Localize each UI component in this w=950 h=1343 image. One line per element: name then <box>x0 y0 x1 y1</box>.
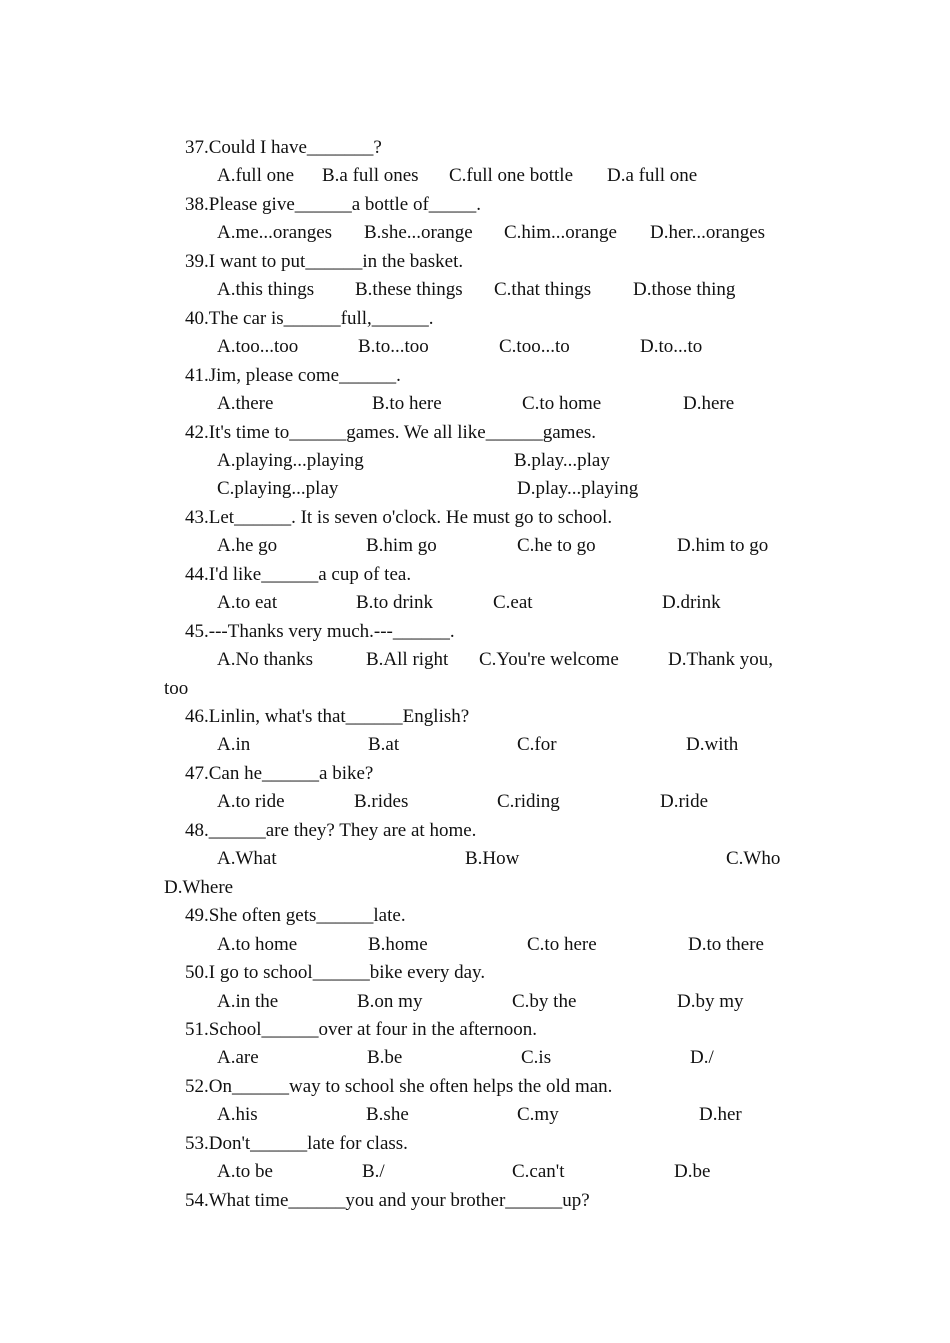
answer-option: B.to drink <box>356 592 434 614</box>
answer-option: A.to eat <box>217 592 278 614</box>
answer-option: D.by my <box>677 990 744 1012</box>
answer-option: B.him go <box>366 535 437 557</box>
answer-option: B.on my <box>357 990 423 1012</box>
answer-option: D.ride <box>660 791 709 813</box>
answer-option: A.his <box>217 1104 258 1126</box>
answer-option: D.her...oranges <box>650 222 766 244</box>
answer-option: C.can't <box>512 1161 565 1183</box>
answer-option: D.to...to <box>640 336 703 358</box>
answer-option: B.to here <box>372 393 442 415</box>
answer-option: C.is <box>521 1047 552 1069</box>
answer-option: A.to home <box>217 933 298 955</box>
question-stem: 49.She often gets______late. <box>185 905 406 927</box>
answer-option: C.him...orange <box>504 222 617 244</box>
answer-option: C.You're welcome <box>479 649 619 671</box>
answer-option: B.How <box>465 848 520 870</box>
answer-option: C.by the <box>512 990 577 1012</box>
answer-option: D.her <box>699 1104 742 1126</box>
answer-option: C.to home <box>522 393 602 415</box>
question-stem: 51.School______over at four in the afternoon. <box>185 1018 537 1040</box>
answer-option: B.home <box>368 933 428 955</box>
answer-option: D.to there <box>688 933 764 955</box>
answer-option: C.that things <box>494 279 592 301</box>
answer-option: D.a full one <box>607 165 698 187</box>
answer-option: A.there <box>217 393 274 415</box>
answer-option: C.to here <box>527 933 597 955</box>
question-stem: 44.I'd like______a cup of tea. <box>185 563 412 585</box>
question-stem: 41.Jim, please come______. <box>185 364 401 386</box>
answer-option: B.these things <box>355 279 463 301</box>
question-stem: 46.Linlin, what's that______English? <box>185 706 470 727</box>
question-stem: 48.______are they? They are at home. <box>185 819 477 841</box>
answer-option: A.to be <box>217 1161 273 1183</box>
answer-option: C.he to go <box>517 535 596 557</box>
question-stem: 54.What time______you and your brother______up? <box>185 1189 590 1211</box>
question-stem: 40.The car is______full,______. <box>185 307 434 329</box>
answer-option: B.she <box>366 1104 409 1126</box>
answer-option: B.she...orange <box>364 222 473 244</box>
question-stem: 43.Let______. It is seven o'clock. He must go to school. <box>185 506 613 528</box>
answer-option: D.with <box>686 734 739 756</box>
question-stem: 42.It's time to______games. We all like______games. <box>185 421 597 443</box>
answer-option: A.full one <box>217 165 295 187</box>
answer-option: A.he go <box>217 535 278 557</box>
question-stem: 52.On______way to school she often helps the old man. <box>185 1075 613 1097</box>
answer-option: C.too...to <box>499 336 570 358</box>
answer-option: A.this things <box>217 279 315 301</box>
answer-option: B.a full ones <box>322 165 419 187</box>
answer-option: A.in the <box>217 990 279 1012</box>
answer-option: D.here <box>683 393 735 415</box>
answer-option: A.too...too <box>217 336 299 358</box>
answer-option: D.be <box>674 1161 711 1183</box>
answer-option: A.playing...playing <box>217 449 364 471</box>
answer-option: A.to ride <box>217 791 285 813</box>
answer-option: D./ <box>690 1047 714 1069</box>
answer-option: C.playing...play <box>217 478 339 500</box>
option-continuation: too <box>164 677 189 699</box>
question-stem: 53.Don't______late for class. <box>185 1132 408 1154</box>
answer-option: C.riding <box>497 791 560 813</box>
question-stem: 47.Can he______a bike? <box>185 762 374 784</box>
question-stem: 38.Please give______a bottle of_____. <box>185 193 482 215</box>
question-stem: 45.---Thanks very much.---______. <box>185 620 455 642</box>
answer-option: A.are <box>217 1047 259 1069</box>
answer-option: C.full one bottle <box>449 165 574 187</box>
question-stem: 37.Could I have_______? <box>185 137 382 158</box>
answer-option: A.What <box>217 848 277 870</box>
answer-option: D.Thank you, <box>668 649 774 671</box>
answer-option: B.to...too <box>358 336 429 358</box>
answer-option: D.those thing <box>633 279 736 301</box>
answer-option: B.at <box>368 734 400 756</box>
answer-option: B.rides <box>354 791 409 813</box>
answer-option: C.for <box>517 734 557 756</box>
question-stem: 50.I go to school______bike every day. <box>185 962 486 983</box>
option-continuation: D.Where <box>164 876 234 898</box>
answer-option: D.him to go <box>677 535 769 557</box>
answer-option: C.eat <box>493 592 533 614</box>
answer-option: A.me...oranges <box>217 222 333 244</box>
answer-option: A.in <box>217 734 251 756</box>
answer-option: B.All right <box>366 649 449 671</box>
answer-option: B.play...play <box>514 449 610 471</box>
answer-option: C.Who <box>726 848 781 870</box>
question-stem: 39.I want to put______in the basket. <box>185 250 464 272</box>
answer-option: A.No thanks <box>217 649 314 671</box>
answer-option: D.drink <box>662 592 721 614</box>
answer-option: C.my <box>517 1104 559 1126</box>
answer-option: B./ <box>362 1161 385 1183</box>
answer-option: B.be <box>367 1047 403 1069</box>
answer-option: D.play...playing <box>517 478 639 500</box>
